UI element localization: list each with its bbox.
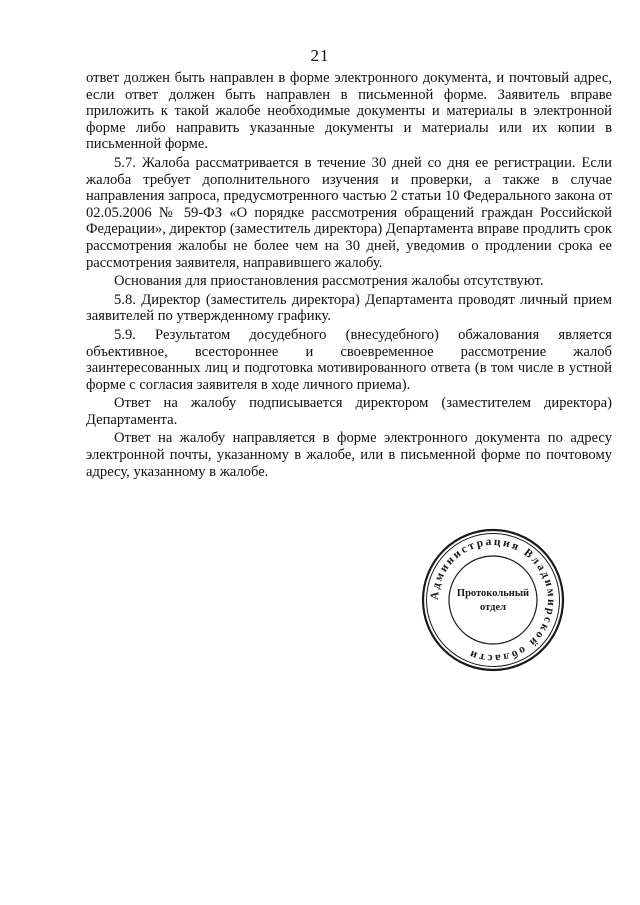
- official-stamp: [420, 527, 566, 673]
- paragraph-continuation: ответ должен быть направлен в форме электронного документа, и почтовый адрес, если ответ должен быть направлен в письменной форме. Заявитель вправе приложить к такой жалобе необходимые документы и материалы в электронной форме либо направить указанные документы и материалы или их копии в письменной форме.: [86, 70, 612, 153]
- stamp-text-inner-ring: [449, 556, 537, 644]
- stamp-inner-ring: [427, 534, 560, 667]
- document-body: [86, 70, 612, 482]
- stamp-center-line-1: Протокольный: [456, 588, 530, 599]
- paragraph-5-9: 5.9. Результатом досудебного (внесудебного) обжалования является объективное, всестороннее и своевременное рассмотрение жалоб заинтересованных лиц и подготовка мотивированного ответа (в том числе в устной форме с согласия заявителя в ходе личного приема).: [86, 326, 612, 393]
- stamp-center-line-2: отдел: [480, 602, 506, 613]
- stamp-seal-icon: [420, 527, 566, 673]
- paragraph-5-8: 5.8. Директор (заместитель директора) Департамента проводят личный прием заявителей по утвержденному графику.: [86, 291, 612, 325]
- paragraph-5-7: 5.7. Жалоба рассматривается в течение 30 дней со дня ее регистрации. Если жалоба требует дополнительного изучения и проверки, а также в случае направления запроса, предусмотренного частью 2 статьи 10 Федерального закона от 02.05.2006 № 59-ФЗ «О порядке рассмотрения обращений граждан Российской Федерации», директор (заместитель директора) Департамента вправе продлить срок рассмотрения жалобы не более чем на 30 дней, уведомив о продлении срока ее рассмотрения заявителя, направившего жалобу.: [86, 154, 612, 271]
- paragraph-suspension-grounds: Основания для приостановления рассмотрения жалобы отсутствуют.: [114, 273, 544, 290]
- paragraph-answer-delivery: Ответ на жалобу направляется в форме электронного документа по адресу электронной почты, указанному в жалобе, или в письменной форме по почтовому адресу, указанному в жалобе.: [86, 430, 612, 480]
- paragraph-answer-signing: Ответ на жалобу подписывается директором (заместителем директора) Департамента.: [86, 395, 612, 428]
- stamp-outer-ring: [423, 530, 563, 670]
- page-number: 21: [310, 46, 330, 65]
- stamp-ring-text: Администрация Владимирской области: [428, 535, 558, 665]
